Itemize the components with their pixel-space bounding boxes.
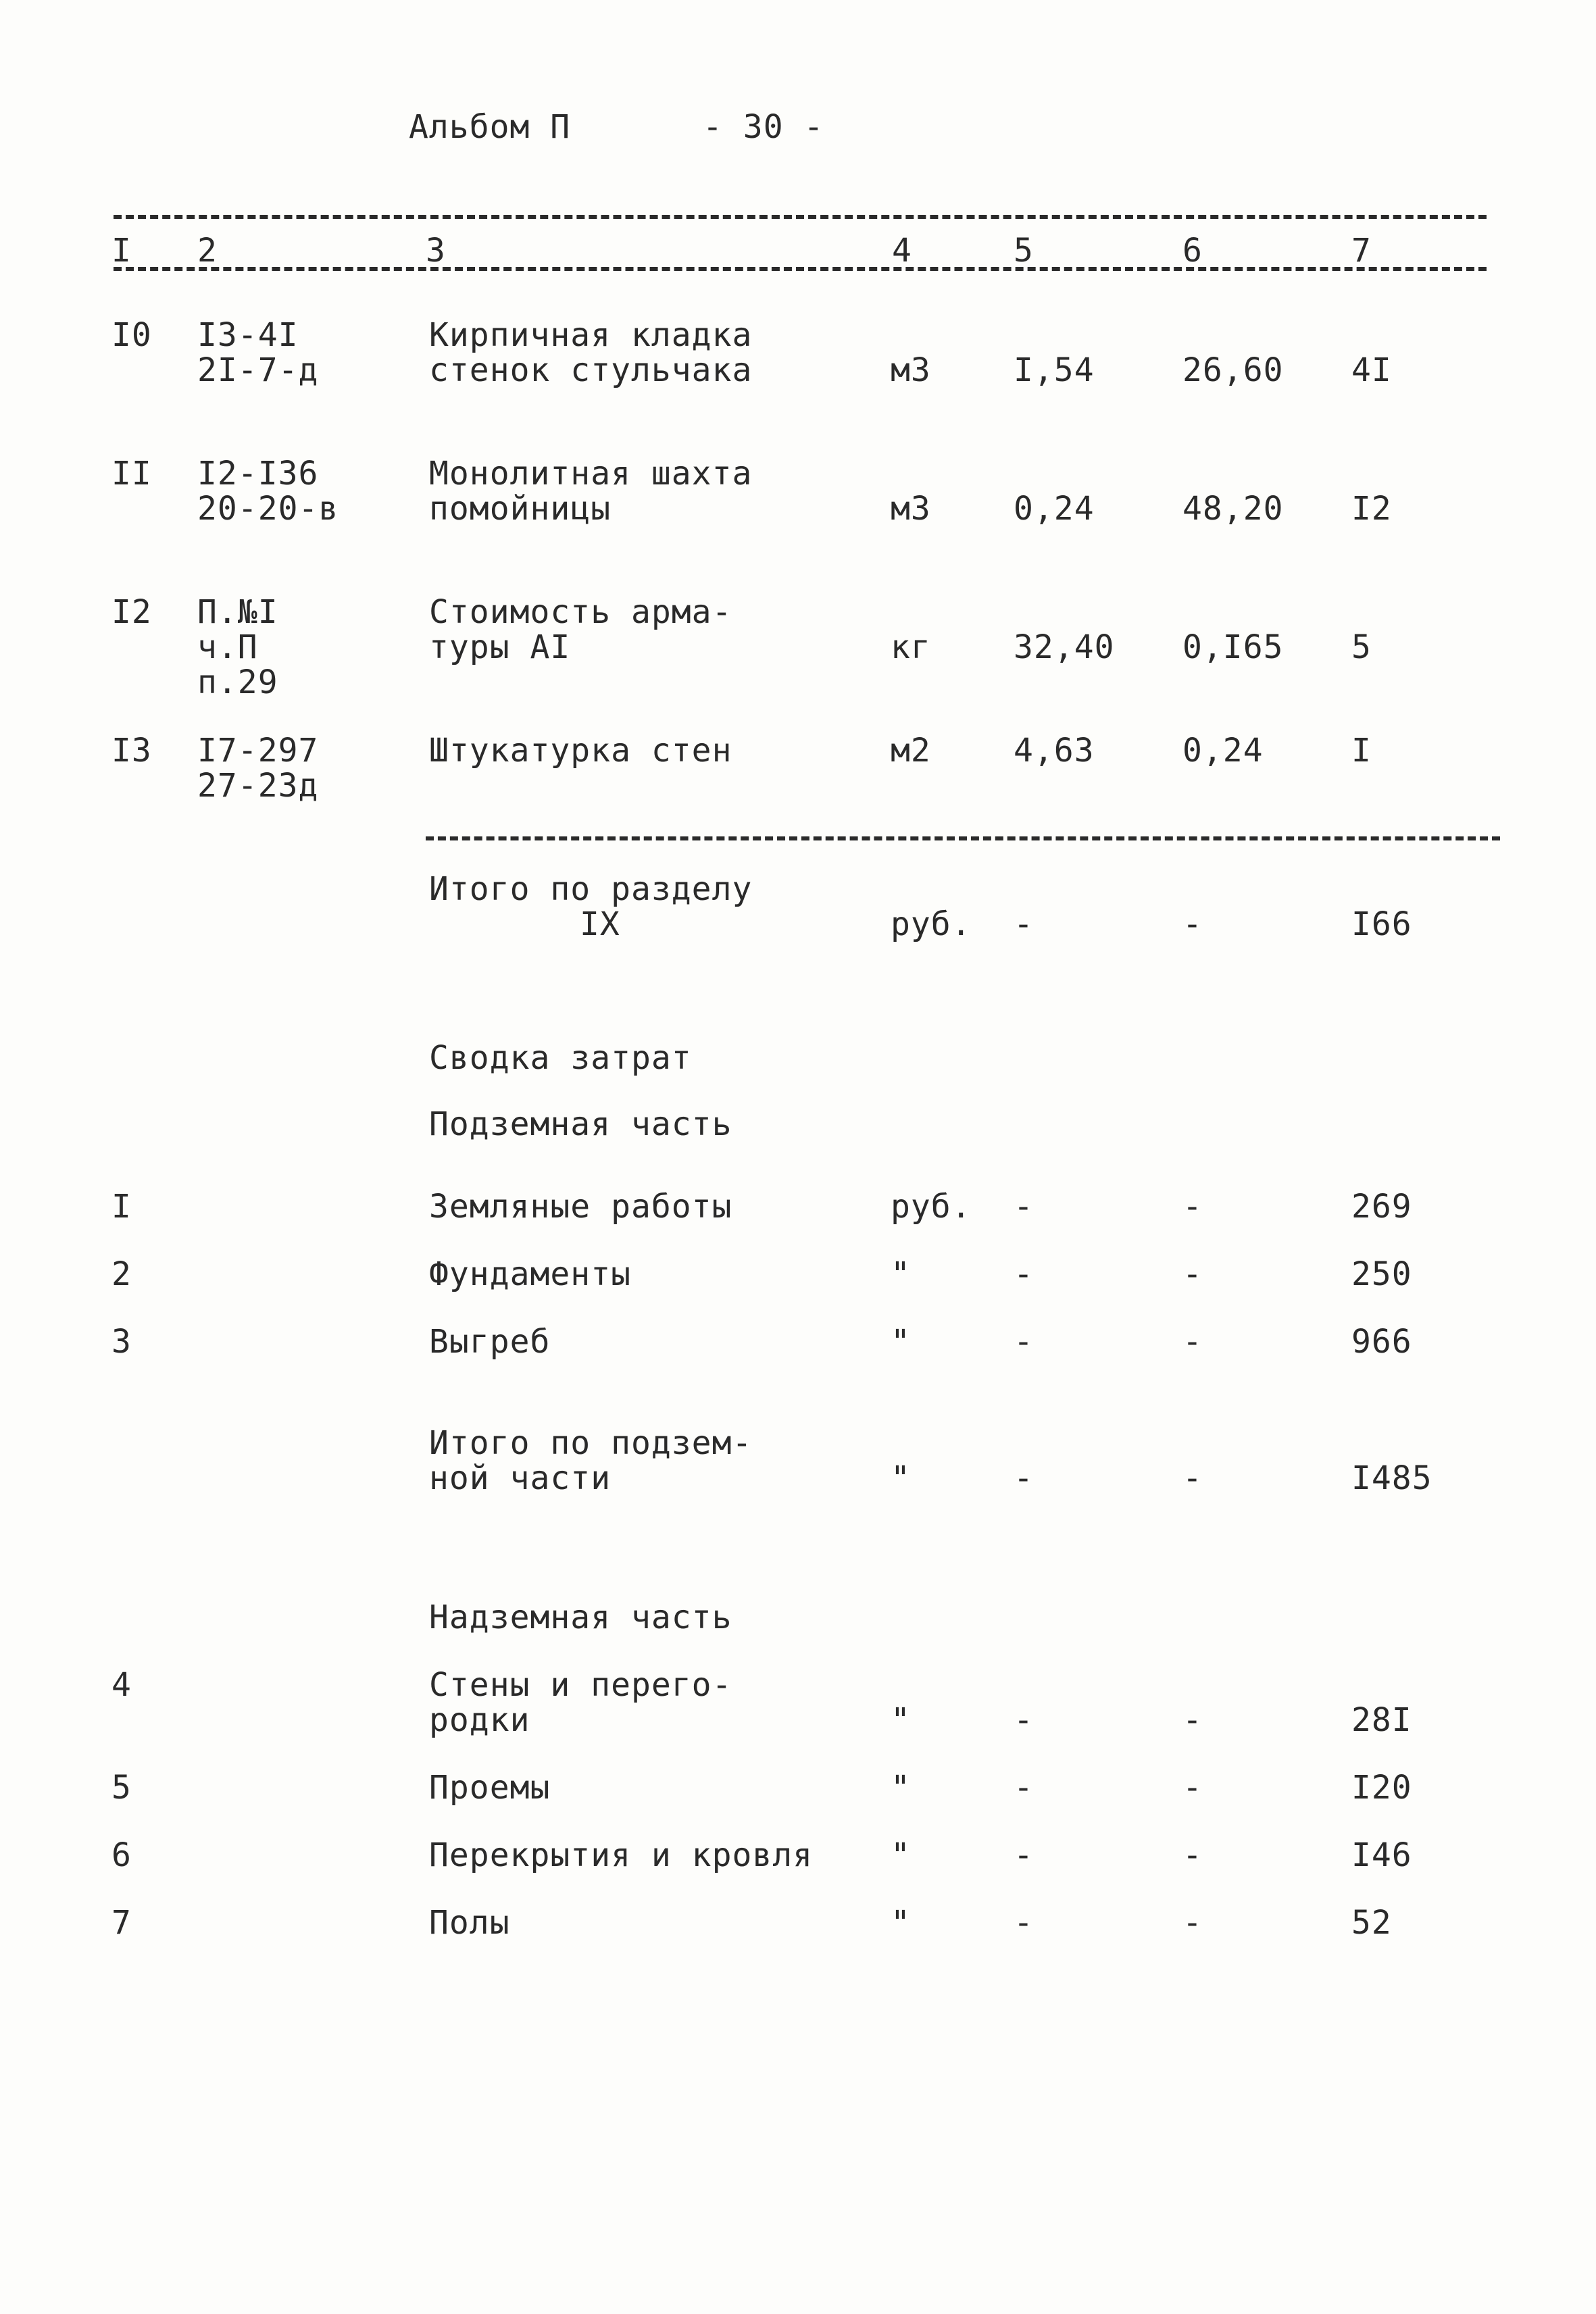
item-name: родки (429, 1701, 530, 1739)
underground-total-unit: " (891, 1459, 911, 1497)
header-rule-bottom (114, 267, 1487, 271)
item-qty: - (1014, 1188, 1034, 1226)
section-total-price: - (1182, 905, 1203, 943)
col-header-4: 4 (892, 232, 912, 270)
col-header-1: I (111, 232, 132, 270)
row-code: 2I-7-д (197, 351, 319, 389)
summary-title: Сводка затрат (429, 1039, 692, 1077)
row-name: туры АI (429, 628, 571, 666)
item-number: 3 (111, 1323, 132, 1361)
item-qty: - (1014, 1769, 1034, 1807)
item-qty: - (1014, 1323, 1034, 1361)
album-title: Альбом П (409, 108, 571, 146)
section-total-qty: - (1014, 905, 1034, 943)
col-header-5: 5 (1014, 232, 1034, 270)
underground-total-qty: - (1014, 1459, 1034, 1497)
underground-title: Подземная часть (429, 1105, 732, 1143)
item-price: - (1182, 1323, 1203, 1361)
item-unit: " (891, 1701, 911, 1739)
row-price: 0,24 (1182, 732, 1264, 770)
col-header-3: 3 (426, 232, 446, 270)
item-qty: - (1014, 1701, 1034, 1739)
row-total: 5 (1351, 628, 1372, 666)
item-qty: - (1014, 1255, 1034, 1293)
row-name: Стоимость арма- (429, 593, 732, 631)
item-unit: " (891, 1255, 911, 1293)
row-qty: 0,24 (1014, 490, 1095, 528)
row-code: 20-20-в (197, 490, 339, 528)
page-number: - 30 - (703, 108, 824, 146)
item-price: - (1182, 1701, 1203, 1739)
section-total-value: I66 (1351, 905, 1412, 943)
item-unit: " (891, 1323, 911, 1361)
item-price: - (1182, 1188, 1203, 1226)
item-number: 6 (111, 1836, 132, 1874)
item-total: 52 (1351, 1904, 1392, 1942)
underground-total-price: - (1182, 1459, 1203, 1497)
item-qty: - (1014, 1904, 1034, 1942)
row-name: Монолитная шахта (429, 455, 753, 493)
section-total-label: Итого по разделу (429, 870, 753, 908)
row-total: 4I (1351, 351, 1392, 389)
row-qty: I,54 (1014, 351, 1095, 389)
item-number: 4 (111, 1666, 132, 1704)
item-price: - (1182, 1904, 1203, 1942)
item-number: 2 (111, 1255, 132, 1293)
row-unit: м3 (891, 490, 931, 528)
item-total: 269 (1351, 1188, 1412, 1226)
row-total: I2 (1351, 490, 1392, 528)
item-number: 5 (111, 1769, 132, 1807)
item-total: 28I (1351, 1701, 1412, 1739)
item-unit: " (891, 1836, 911, 1874)
row-number: I2 (111, 593, 152, 631)
item-name: Фундаменты (429, 1255, 631, 1293)
item-name: Стены и перего- (429, 1666, 732, 1704)
row-price: 48,20 (1182, 490, 1284, 528)
row-unit: м3 (891, 351, 931, 389)
row-code: п.29 (197, 663, 278, 701)
row-code: I2-I36 (197, 455, 319, 493)
section-total-label: IX (580, 905, 620, 943)
item-name: Земляные работы (429, 1188, 732, 1226)
row-total: I (1351, 732, 1372, 770)
row-name: Кирпичная кладка (429, 316, 753, 354)
item-total: I46 (1351, 1836, 1412, 1874)
underground-total-label: ной части (429, 1459, 612, 1497)
item-number: I (111, 1188, 132, 1226)
section-rule (426, 836, 1500, 840)
item-name: Перекрытия и кровля (429, 1836, 814, 1874)
row-code: ч.П (197, 628, 258, 666)
row-unit: м2 (891, 732, 931, 770)
row-price: 0,I65 (1182, 628, 1284, 666)
row-qty: 4,63 (1014, 732, 1095, 770)
item-number: 7 (111, 1904, 132, 1942)
underground-total-value: I485 (1351, 1459, 1432, 1497)
item-total: I20 (1351, 1769, 1412, 1807)
item-price: - (1182, 1836, 1203, 1874)
row-code: I7-297 (197, 732, 319, 770)
item-unit: " (891, 1769, 911, 1807)
item-total: 966 (1351, 1323, 1412, 1361)
row-price: 26,60 (1182, 351, 1284, 389)
item-name: Выгреб (429, 1323, 551, 1361)
section-total-unit: руб. (891, 905, 972, 943)
row-number: I0 (111, 316, 152, 354)
row-unit: кг (891, 628, 931, 666)
row-code: 27-23д (197, 767, 319, 805)
underground-total-label: Итого по подзем- (429, 1424, 753, 1462)
item-price: - (1182, 1769, 1203, 1807)
row-name: помойницы (429, 490, 612, 528)
row-number: I3 (111, 732, 152, 770)
row-name: стенок стульчака (429, 351, 753, 389)
item-price: - (1182, 1255, 1203, 1293)
item-name: Проемы (429, 1769, 551, 1807)
row-number: II (111, 455, 152, 493)
header-rule-top (114, 215, 1487, 219)
col-header-6: 6 (1182, 232, 1203, 270)
item-qty: - (1014, 1836, 1034, 1874)
row-qty: 32,40 (1014, 628, 1115, 666)
item-unit: " (891, 1904, 911, 1942)
col-header-7: 7 (1351, 232, 1372, 270)
col-header-2: 2 (197, 232, 218, 270)
row-code: I3-4I (197, 316, 299, 354)
item-total: 250 (1351, 1255, 1412, 1293)
item-name: Полы (429, 1904, 510, 1942)
row-code: П.№I (197, 593, 278, 631)
item-unit: руб. (891, 1188, 972, 1226)
aboveground-title: Надземная часть (429, 1599, 732, 1636)
row-name: Штукатурка стен (429, 732, 732, 770)
